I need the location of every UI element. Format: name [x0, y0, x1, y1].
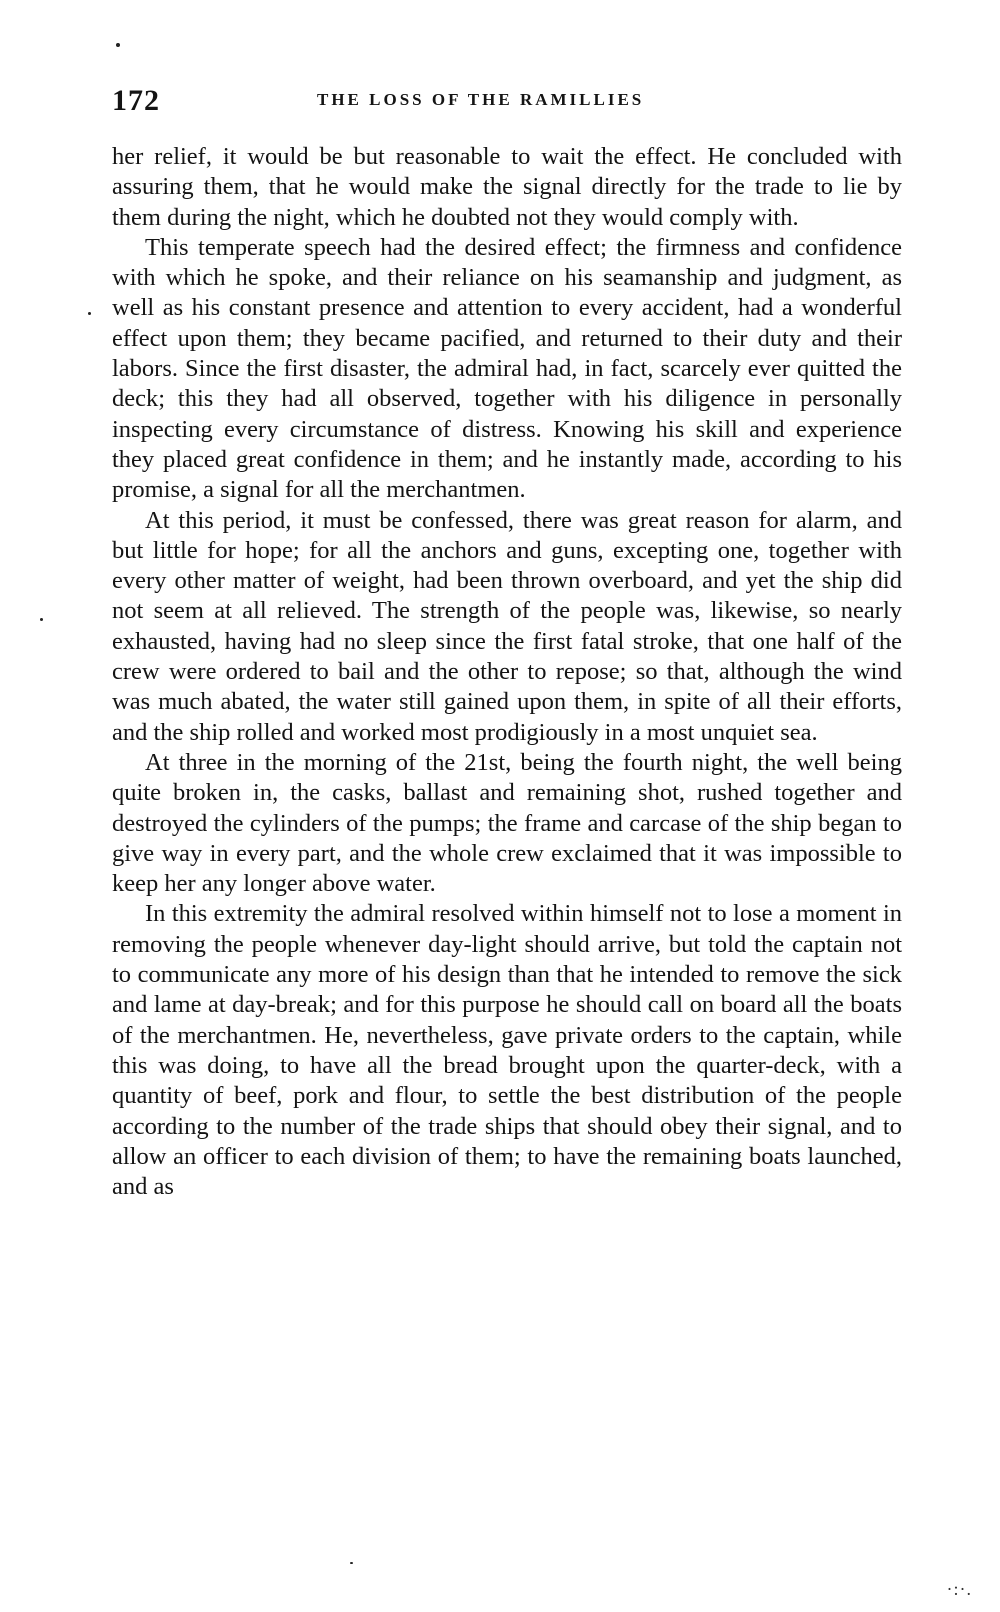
ink-speck — [88, 312, 91, 315]
body-text — [112, 142, 902, 1202]
ink-speck — [40, 618, 43, 621]
paragraph: At three in the morning of the 21st, being the fourth night, the well being quite broken in, the casks, ballast and remaining shot, rushed together and destroyed the cylinders of the pumps; the frame and carcase of the ship began to give way in every part, and the whole crew exclaimed that it was impossible to keep her any longer above water. — [112, 748, 902, 898]
ink-speck — [116, 43, 120, 47]
paragraph: her relief, it would be but reasonable to wait the effect. He concluded with assuring them, that he would make the signal directly for the trade to lie by them during the night, which he doubted not they would comply with. — [112, 143, 902, 231]
paragraph: In this extremity the admiral resolved within himself not to lose a moment in removing the people whenever day-light should arrive, but told the captain not to communicate any more of his design than that he intended to remove the sick and lame at day-break; and for this purpose he should call on board all the boats of the merchantmen. He, nevertheless, gave private orders to the captain, while this was doing, to have all the bread brought upon the quarter-deck, with a quantity of beef, pork and flour, to settle the best distribution of the people according to the number of the trade ships that should obey their signal, and to allow an officer to each division of them; to have the remaining boats launched, and as — [112, 900, 902, 1201]
paragraph: This temperate speech had the desired effect; the firmness and confidence with which he spoke, and their reliance on his seamanship and judgment, as well as his constant presence and attention to every accident, had a wonderful effect upon them; they became pacified, and returned to their duty and their labors. Since the first disaster, the admiral had, in fact, scarcely ever quitted the deck; this they had all observed, together with his diligence in personally inspecting every circumstance of distress. Knowing his skill and experience they placed great confidence in them; and he instantly made, according to his promise, a signal for all the merchantmen. — [112, 233, 902, 504]
ink-speck — [350, 1562, 353, 1564]
corner-ink-mark: ·:·. — [946, 1579, 972, 1599]
paragraph: At this period, it must be confessed, there was great reason for alarm, and but little for hope; for all the anchors and guns, excepting one, together with every other matter of weight, had been thrown overboard, and yet the ship did not seem at all relieved. The strength of the people was, likewise, so nearly exhausted, having had no sleep since the first fatal stroke, that one half of the crew were ordered to bail and the other to repose; so that, although the wind was much abated, the water still gained upon them, in spite of all their efforts, and the ship rolled and worked most prodigiously in a most unquiet sea. — [112, 506, 902, 746]
running-title: THE LOSS OF THE RAMILLIES — [317, 90, 645, 109]
page-number: 172 — [112, 84, 160, 117]
page-header — [112, 84, 902, 117]
